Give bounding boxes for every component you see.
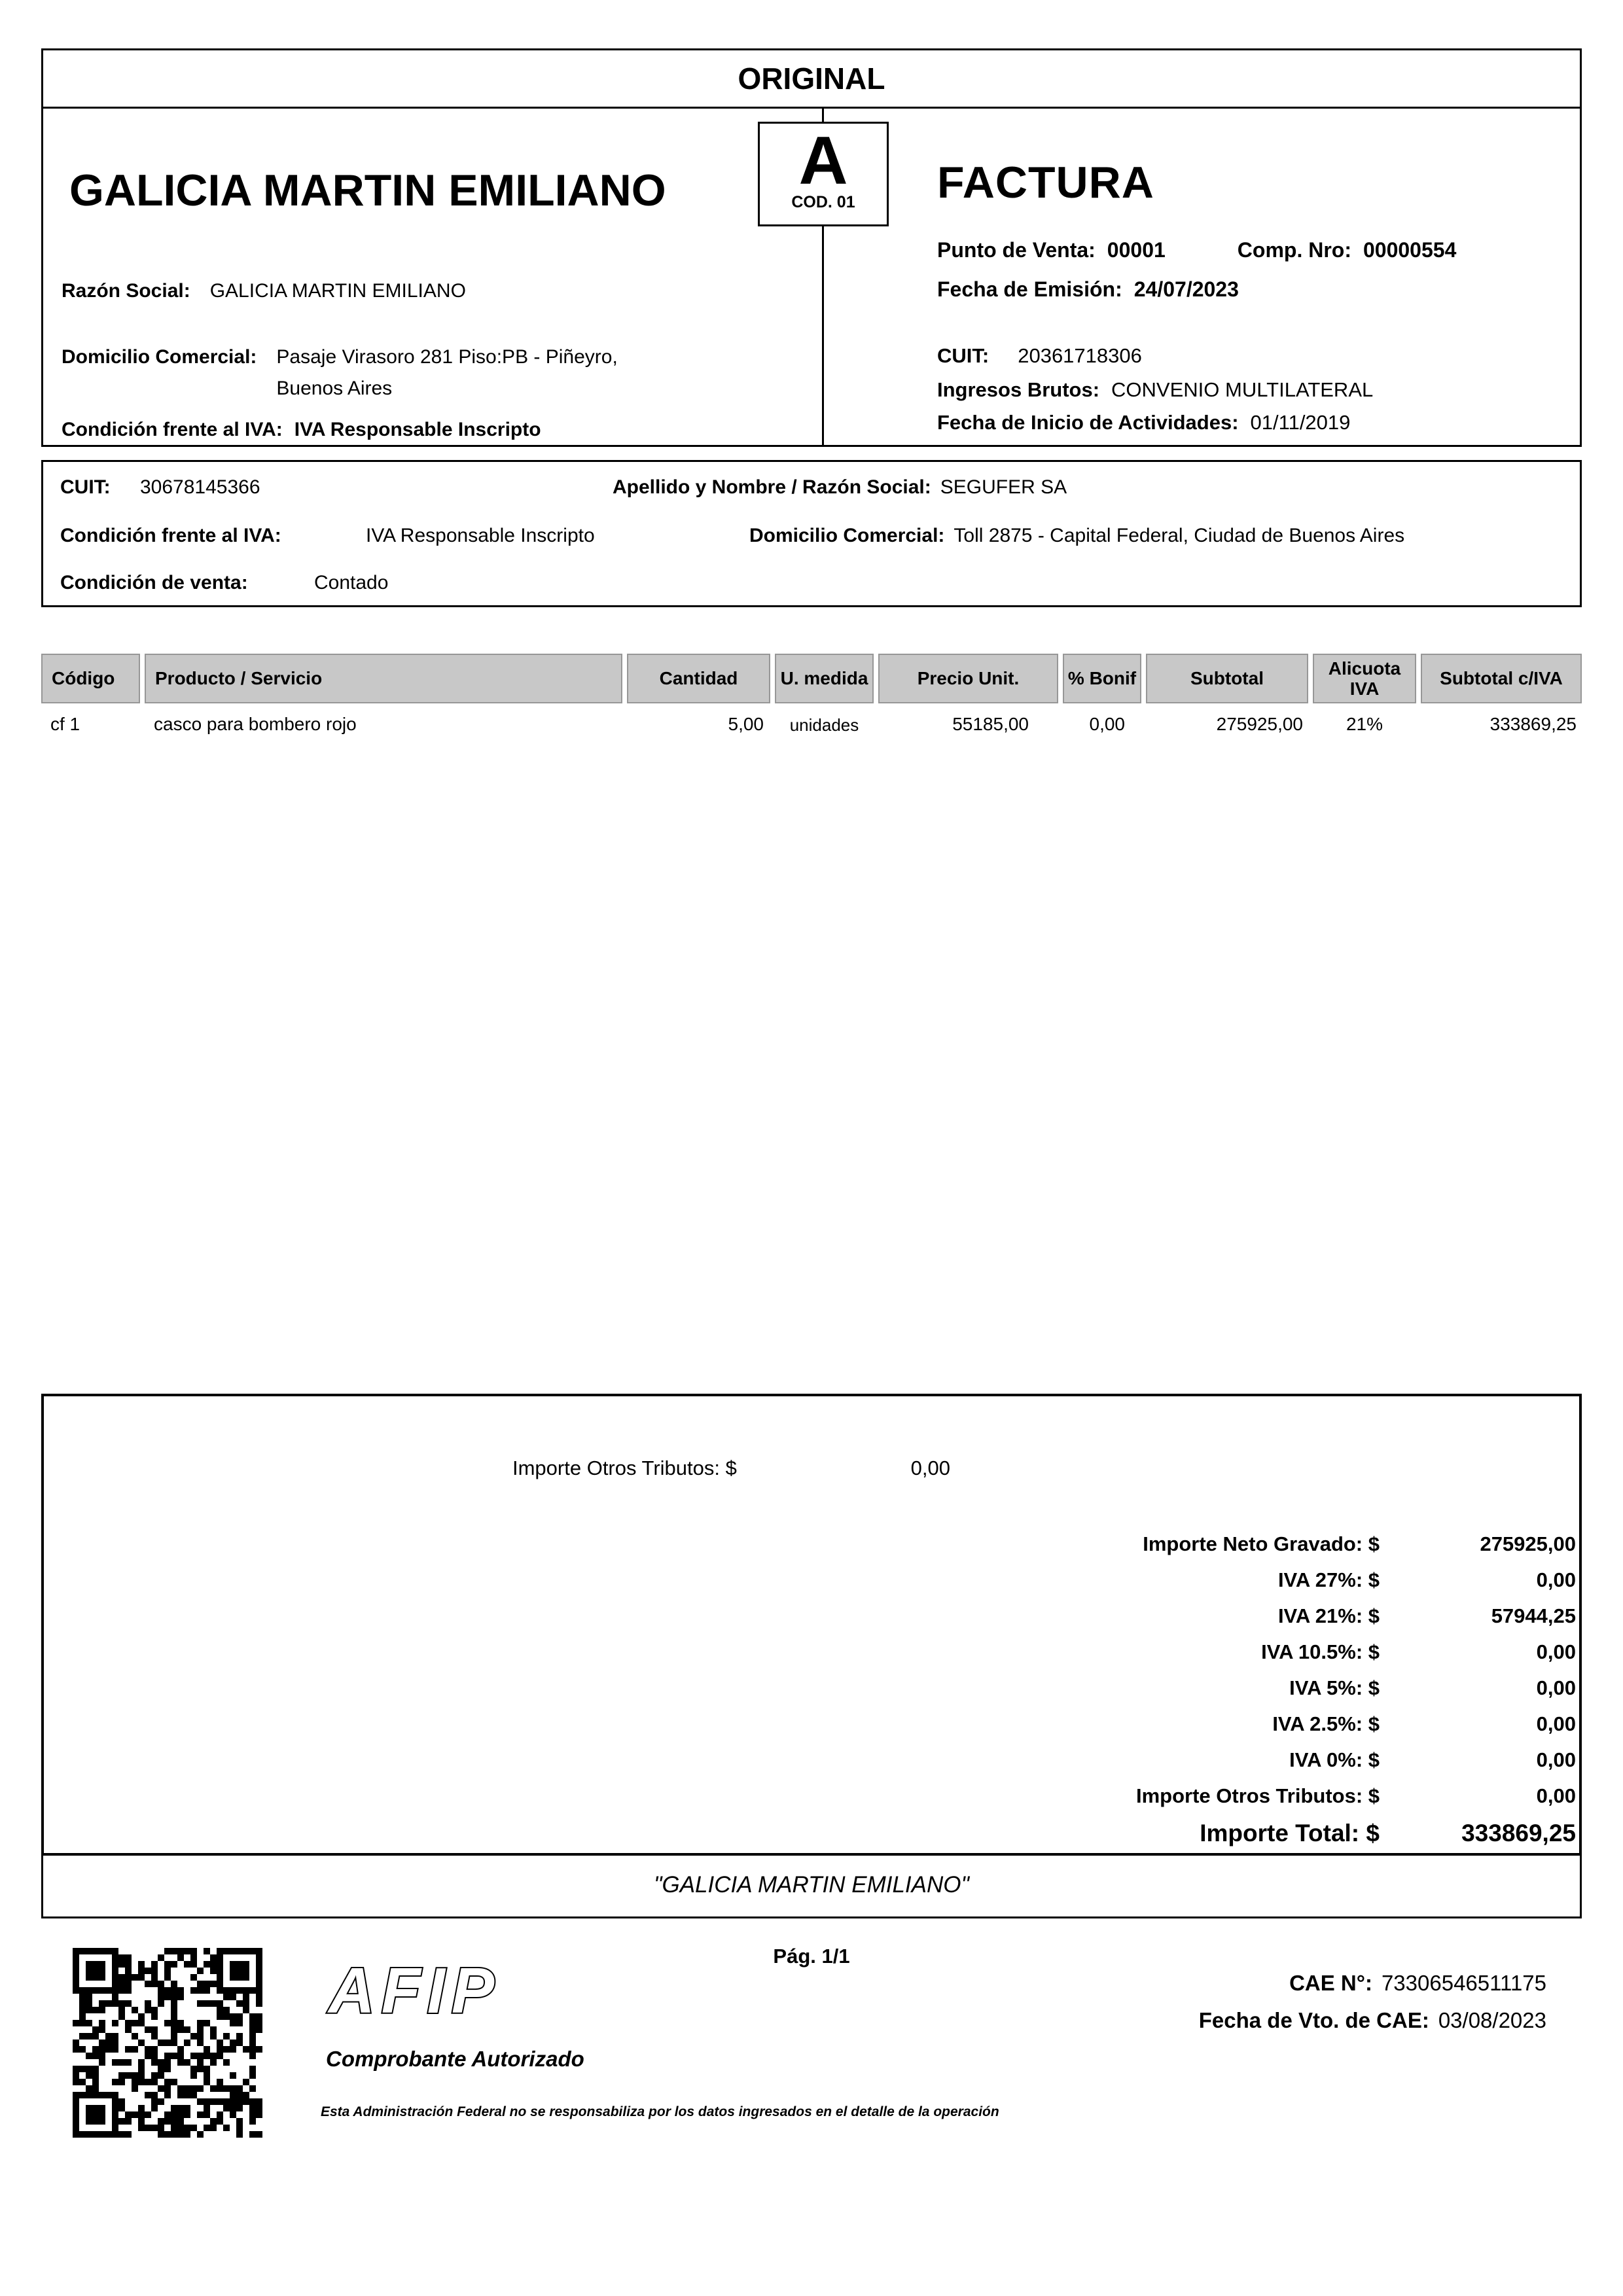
emitter-address-label: Domicilio Comercial: bbox=[62, 346, 257, 368]
comp-nro-value: 00000554 bbox=[1363, 238, 1457, 262]
emitter-cuit-label: CUIT: bbox=[937, 344, 990, 367]
comp-nro-label: Comp. Nro: bbox=[1237, 238, 1351, 262]
item-umedida: unidades bbox=[789, 715, 859, 735]
emitter-iva-condition-field bbox=[62, 419, 541, 441]
activity-start-field bbox=[937, 411, 1350, 434]
afip-logo-text: AFIP bbox=[329, 1956, 501, 2026]
customer-name-label: Apellido y Nombre / Razón Social: bbox=[613, 476, 931, 498]
issue-date-label: Fecha de Emisión: bbox=[937, 277, 1122, 301]
afip-disclaimer: Esta Administración Federal no se responsabiliza por los datos ingresados en el detalle de la operación bbox=[321, 2104, 999, 2119]
total-line-iva5: IVA 5%: $ 0,00 bbox=[1289, 1676, 1576, 1699]
item-precio-unit: 55185,00 bbox=[952, 714, 1029, 734]
page-number: Pág. 1/1 bbox=[773, 1945, 850, 1968]
total-line-iva105: IVA 10.5%: $ 0,00 bbox=[1261, 1640, 1576, 1663]
customer-address-value: Toll 2875 - Capital Federal, Ciudad de Buenos Aires bbox=[954, 525, 1405, 546]
customer-row-3 bbox=[43, 572, 1580, 598]
cae-vto-value: 03/08/2023 bbox=[1438, 2008, 1546, 2032]
customer-row-2 bbox=[43, 525, 1580, 551]
total-line-importe-total: Importe Total: $ 333869,25 bbox=[1200, 1820, 1576, 1846]
total-line-otros-tributos: Importe Otros Tributos: $ 0,00 bbox=[1135, 1784, 1576, 1807]
col-header-subtotal: Subtotal bbox=[1146, 654, 1308, 703]
cae-block bbox=[1199, 1964, 1546, 2039]
col-header-subtotal-iva: Subtotal c/IVA bbox=[1421, 654, 1582, 703]
ingresos-brutos-value: CONVENIO MULTILATERAL bbox=[1111, 378, 1374, 401]
qr-code bbox=[69, 1945, 266, 2141]
cae-number: 73306546511175 bbox=[1381, 1971, 1546, 1995]
header-section bbox=[41, 107, 1582, 447]
emitter-iva-label: Condición frente al IVA: bbox=[62, 419, 283, 440]
col-header-bonif: % Bonif bbox=[1063, 654, 1141, 703]
emitter-name: GALICIA MARTIN EMILIANO bbox=[69, 166, 666, 215]
customer-name-field bbox=[613, 476, 1067, 499]
emitter-address-value: Pasaje Virasoro 281 Piso:PB - Piñeyro, Buenos Aires bbox=[276, 346, 618, 399]
col-header-alicuota-iva: Alicuota IVA bbox=[1313, 654, 1416, 703]
razon-social-value: GALICIA MARTIN EMILIANO bbox=[209, 280, 466, 302]
total-line-iva21: IVA 21%: $ 57944,25 bbox=[1277, 1604, 1576, 1627]
ingresos-brutos-field bbox=[937, 378, 1373, 402]
cae-number-line bbox=[1199, 1964, 1546, 2002]
point-of-sale-field bbox=[937, 238, 1456, 262]
total-line-neto: Importe Neto Gravado: $ 275925,00 bbox=[1143, 1532, 1576, 1555]
item-producto: casco para bombero rojo bbox=[154, 714, 357, 734]
razon-social-label: Razón Social: bbox=[62, 280, 190, 302]
emitter-address-field bbox=[62, 342, 618, 404]
copy-type-banner: ORIGINAL bbox=[41, 48, 1582, 109]
col-header-producto: Producto / Servicio bbox=[145, 654, 622, 703]
customer-cuit-label: CUIT: bbox=[60, 476, 111, 498]
cae-label: CAE N°: bbox=[1289, 1971, 1372, 1995]
invoice-type-letter: A bbox=[798, 123, 848, 199]
cae-vto-label: Fecha de Vto. de CAE: bbox=[1198, 2008, 1429, 2032]
item-subtotal-iva: 333869,25 bbox=[1489, 714, 1577, 734]
item-cantidad: 5,00 bbox=[728, 714, 764, 734]
customer-section bbox=[41, 460, 1582, 607]
punto-venta-value: 00001 bbox=[1107, 238, 1166, 262]
customer-cuit-value: 30678145366 bbox=[140, 476, 260, 498]
razon-social-field bbox=[62, 280, 466, 302]
issue-date-value: 24/07/2023 bbox=[1133, 277, 1239, 301]
item-bonif: 0,00 bbox=[1089, 714, 1125, 734]
total-line-iva0: IVA 0%: $ 0,00 bbox=[1289, 1748, 1576, 1771]
item-codigo: cf 1 bbox=[50, 714, 80, 734]
ingresos-brutos-label: Ingresos Brutos: bbox=[937, 378, 1100, 401]
punto-venta-label: Punto de Venta: bbox=[937, 238, 1096, 262]
item-subtotal: 275925,00 bbox=[1216, 714, 1303, 734]
item-alicuota-iva: 21% bbox=[1346, 714, 1383, 734]
otros-tributos-label: Importe Otros Tributos: $ bbox=[512, 1457, 737, 1479]
emitter-cuit-value: 20361718306 bbox=[1018, 344, 1142, 367]
items-table-header bbox=[41, 654, 1582, 703]
items-table bbox=[41, 654, 1582, 735]
customer-iva-value: IVA Responsable Inscripto bbox=[366, 525, 595, 546]
col-header-umedida: U. medida bbox=[775, 654, 874, 703]
emitter-iva-value: IVA Responsable Inscripto bbox=[294, 419, 541, 440]
customer-iva-label: Condición frente al IVA: bbox=[60, 525, 281, 546]
otros-tributos-line bbox=[44, 1457, 1579, 1483]
sale-condition-label: Condición de venta: bbox=[60, 572, 248, 593]
total-line-iva25: IVA 2.5%: $ 0,00 bbox=[1272, 1712, 1576, 1735]
activity-start-value: 01/11/2019 bbox=[1250, 411, 1351, 434]
totals-section bbox=[41, 1394, 1582, 1856]
col-header-precio-unit: Precio Unit. bbox=[878, 654, 1058, 703]
invoice-type-code: COD. 01 bbox=[791, 193, 855, 211]
col-header-cantidad: Cantidad bbox=[627, 654, 770, 703]
customer-row-1 bbox=[43, 476, 1580, 503]
invoice-type-box bbox=[758, 122, 889, 226]
sale-condition-value: Contado bbox=[314, 572, 389, 593]
issue-date-field bbox=[937, 277, 1239, 302]
activity-start-label: Fecha de Inicio de Actividades: bbox=[937, 411, 1239, 434]
item-row bbox=[41, 714, 1582, 735]
otros-tributos-value: 0,00 bbox=[910, 1457, 950, 1479]
emitter-cuit-field bbox=[937, 344, 1142, 368]
emitter-name-footer: "GALICIA MARTIN EMILIANO" bbox=[41, 1856, 1582, 1918]
cae-vto-line bbox=[1199, 2002, 1546, 2039]
document-title: FACTURA bbox=[937, 158, 1154, 207]
authorized-label: Comprobante Autorizado bbox=[326, 2047, 584, 2071]
totals-rows bbox=[44, 1526, 1579, 1853]
customer-address-label: Domicilio Comercial: bbox=[749, 525, 945, 546]
customer-address-field bbox=[749, 525, 1404, 547]
customer-name-value: SEGUFER SA bbox=[940, 476, 1067, 498]
col-header-codigo: Código bbox=[41, 654, 140, 703]
total-line-iva27: IVA 27%: $ 0,00 bbox=[1277, 1568, 1576, 1591]
